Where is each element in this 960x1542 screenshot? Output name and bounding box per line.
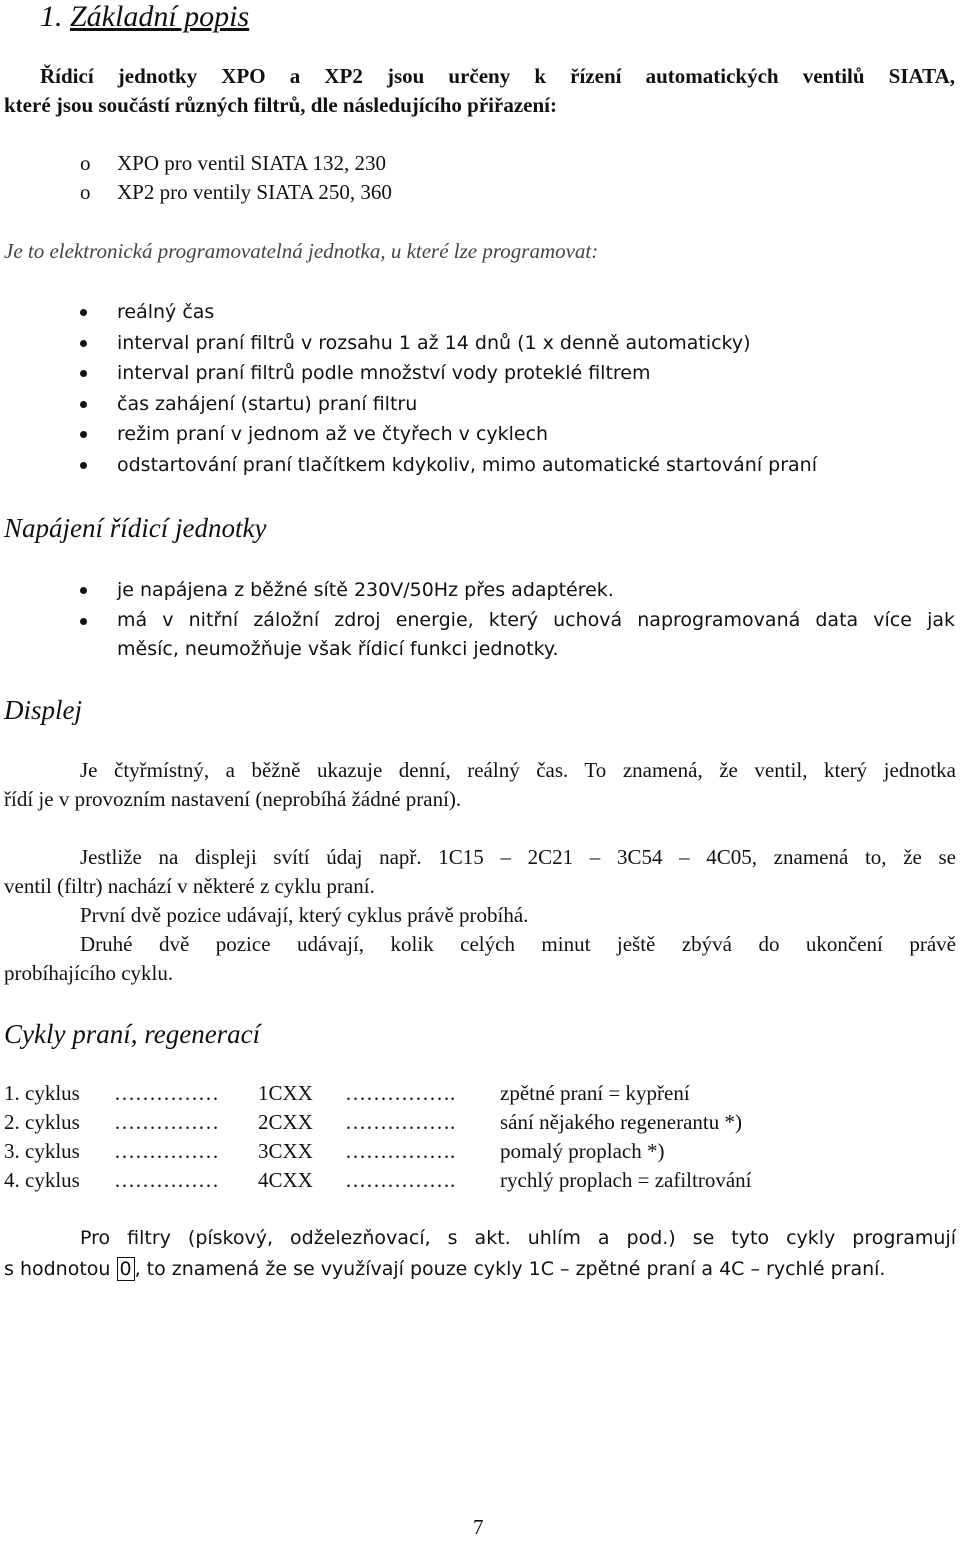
heading-number: 1. <box>40 0 63 33</box>
bullet-icon <box>80 462 87 469</box>
filters-note-line-2 <box>4 1255 885 1284</box>
power-item-2: má v nitřní záložní zdroj energie, který uchová naprogramovaná data více jak <box>117 609 955 631</box>
programmable-item-6: odstartování praní tlačítkem kdykoliv, mimo automatické startování praní <box>117 454 817 476</box>
cycle-code-2: 2CXX <box>258 1110 313 1134</box>
cycle-desc-2: sání nějakého regenerantu *) <box>500 1110 742 1134</box>
power-item-1: je napájena z běžné sítě 230V/50Hz přes adaptérek. <box>117 579 614 601</box>
programmable-item-1: reálný čas <box>117 301 215 323</box>
cycle-name-1: 1. cyklus <box>4 1081 80 1105</box>
bullet-icon <box>80 431 87 438</box>
display-p2-line-1: Jestliže na displeji svítí údaj např. 1C15 – 2C21 – 3C54 – 4C05, znamená to, že se <box>80 845 956 869</box>
intro-line-2: které jsou součástí různých filtrů, dle následujícího přiřazení: <box>4 93 557 117</box>
cycles-section-title: Cykly praní, regenerací <box>4 1019 261 1049</box>
cycle-dots-3a: …………… <box>114 1139 219 1163</box>
cycle-desc-3: pomalý proplach *) <box>500 1139 665 1163</box>
filters-note-line-1: Pro filtry (pískový, odželezňovací, s akt. uhlím a pod.) se tyto cykly programují <box>80 1227 956 1249</box>
cycle-dots-1a: …………… <box>114 1081 219 1105</box>
heading-title: Základní popis <box>70 0 250 33</box>
display-p3: První dvě pozice udávají, který cyklus právě probíhá. <box>80 903 529 927</box>
display-p4-line-2: probíhajícího cyklu. <box>4 961 174 985</box>
cycle-desc-4: rychlý proplach = zafiltrování <box>500 1168 752 1192</box>
assignment-marker-1: o <box>80 151 91 175</box>
bullet-icon <box>80 401 87 408</box>
cycle-code-3: 3CXX <box>258 1139 313 1163</box>
cycle-dots-1b: ……………. <box>345 1081 456 1105</box>
assignment-item-1: XPO pro ventil SIATA 132, 230 <box>117 151 386 175</box>
bullet-icon <box>80 340 87 347</box>
programmable-item-5: režim praní v jednom až ve čtyřech v cyklech <box>117 423 549 445</box>
assignment-item-2: XP2 pro ventily SIATA 250, 360 <box>117 180 392 204</box>
cycle-name-3: 3. cyklus <box>4 1139 80 1163</box>
filters-note-after: , to znamená že se využívají pouze cykly 1C – zpětné praní a 4C – rychlé praní. <box>134 1258 886 1280</box>
filters-note-before: s hodnotou <box>4 1258 117 1280</box>
programmable-intro: Je to elektronická programovatelná jednotka, u které lze programovat: <box>4 239 599 263</box>
display-p4-line-1: Druhé dvě pozice udávají, kolik celých minut ještě zbývá do ukončení právě <box>80 932 956 956</box>
power-item-2-cont: měsíc, neumožňuje však řídicí funkci jednotky. <box>117 638 559 660</box>
cycle-code-4: 4CXX <box>258 1168 313 1192</box>
cycle-dots-2b: ……………. <box>345 1110 456 1134</box>
power-section-title: Napájení řídicí jednotky <box>4 513 267 543</box>
cycle-dots-4a: …………… <box>114 1168 219 1192</box>
page-title <box>40 0 249 34</box>
cycle-dots-3b: ……………. <box>345 1139 456 1163</box>
bullet-icon <box>80 618 87 625</box>
page-number: 7 <box>473 1515 484 1539</box>
boxed-value: 0 <box>117 1257 135 1281</box>
bullet-icon <box>80 309 87 316</box>
programmable-item-3: interval praní filtrů podle množství vody proteklé filtrem <box>117 362 651 384</box>
cycle-name-4: 4. cyklus <box>4 1168 80 1192</box>
cycle-code-1: 1CXX <box>258 1081 313 1105</box>
programmable-item-4: čas zahájení (startu) praní filtru <box>117 393 418 415</box>
cycle-desc-1: zpětné praní = kypření <box>500 1081 690 1105</box>
assignment-marker-2: o <box>80 180 91 204</box>
programmable-item-2: interval praní filtrů v rozsahu 1 až 14 dnů (1 x denně automaticky) <box>117 332 751 354</box>
display-p1-line-1: Je čtyřmístný, a běžně ukazuje denní, reálný čas. To znamená, že ventil, který jednotka <box>80 758 956 782</box>
display-p2-line-2: ventil (filtr) nachází v některé z cyklu praní. <box>4 874 375 898</box>
display-section-title: Displej <box>4 695 82 725</box>
bullet-icon <box>80 370 87 377</box>
intro-line-1: Řídicí jednotky XPO a XP2 jsou určeny k řízení automatických ventilů SIATA, <box>40 64 955 88</box>
display-p1-line-2: řídí je v provozním nastavení (neprobíhá žádné praní). <box>4 787 462 811</box>
bullet-icon <box>80 587 87 594</box>
cycle-name-2: 2. cyklus <box>4 1110 80 1134</box>
cycle-dots-2a: …………… <box>114 1110 219 1134</box>
cycle-dots-4b: ……………. <box>345 1168 456 1192</box>
